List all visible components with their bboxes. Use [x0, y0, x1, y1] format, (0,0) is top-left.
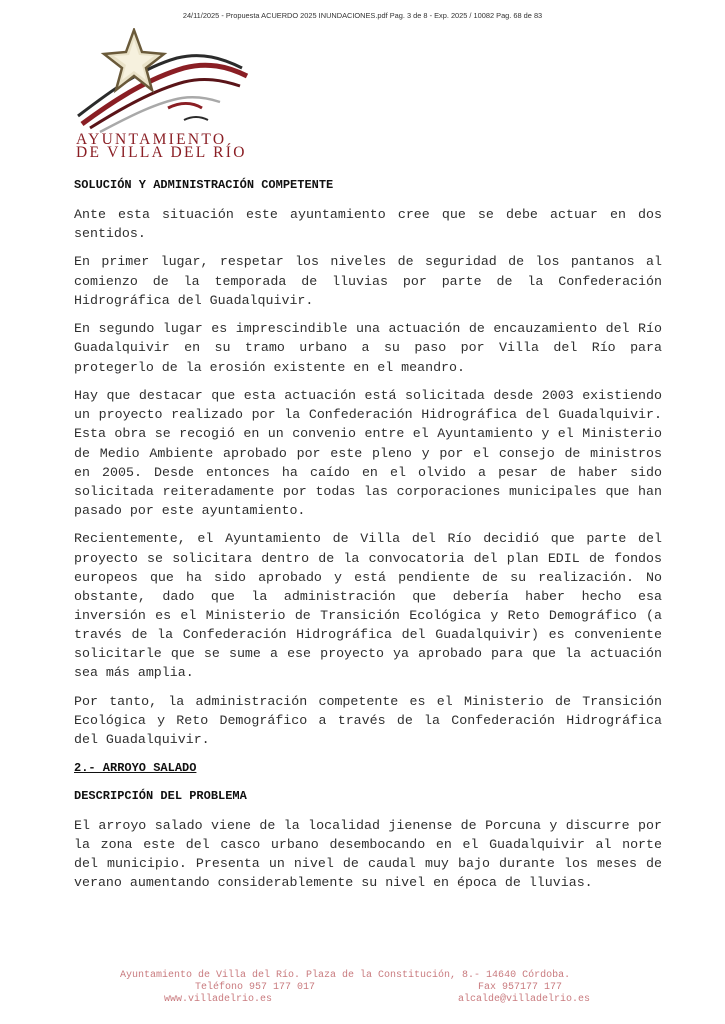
section-heading-problem: DESCRIPCIÓN DEL PROBLEMA — [74, 789, 247, 804]
section-title-arroyo-salado: 2.- ARROYO SALADO — [74, 760, 197, 775]
footer-address: Ayuntamiento de Villa del Río. Plaza de la Constitución, 8.- 14640 Córdoba. — [120, 970, 571, 981]
section-heading-solution: SOLUCIÓN Y ADMINISTRACIÓN COMPETENTE — [74, 178, 334, 192]
paragraph: En primer lugar, respetar los niveles de seguridad de los pantanos al comienzo de la temporada de lluvias por parte de la Confederación Hidrográfica del Guadalquivir. — [74, 254, 662, 308]
footer-email: alcalde@villadelrio.es — [458, 994, 591, 1005]
paragraph: Por tanto, la administración competente es el Ministerio de Transición Ecológica y Reto Demográfico a través de la Confederación Hidrográfica del Guadalquivir. — [74, 693, 662, 747]
logo-text-line1: AYUNTAMIENTO — [76, 131, 227, 148]
paragraph: Recientemente, el Ayuntamiento de Villa del Río decidió que parte del proyecto se solicitara dentro de la convocatoria del plan EDIL de fondos europeos que ha sido aprobado y está pendiente de su realización. No obstante, dado que la administración que debería haber hecho esa inversión es el Ministerio de Transición Ecológica y Reto Demográfico (a través de la Confederación Hidrográfica del Guadalquivir) es conveniente solicitarle que se sume a ese proyecto ya aprobado para que la actuación sea más amplia. — [74, 531, 662, 681]
paragraph: Hay que destacar que esta actuación está solicitada desde 2003 existiendo un proyecto realizado por la Confederación Hidrográfica del Guadalquivir. Esta obra se recogió en un convenio entre el Ayuntamiento y el Ministerio de Medio Ambiente aprobado por este pleno y por el consejo de ministros en 2005. Desde entonces ha caído en el olvido a pesar de haber sido solicitada reiteradamente por todas las corporaciones municipales que han pasado por este ayuntamiento. — [74, 388, 662, 518]
footer-website: www.villadelrio.es — [164, 994, 273, 1005]
paragraph: Ante esta situación este ayuntamiento cree que se debe actuar en dos sentidos. — [74, 206, 662, 241]
document-body — [74, 176, 662, 902]
footer-fax: Fax 957177 177 — [478, 982, 563, 993]
logo-text-line2: DE VILLA DEL RÍO — [76, 144, 247, 161]
paragraph: El arroyo salado viene de la localidad jienense de Porcuna y discurre por la zona este del casco urbano desembocando en el Guadalquivir al norte del municipio. Presenta un nivel de caudal muy bajo durante los meses de verano aumentando considerablemente su nivel en época de lluvias. — [74, 818, 662, 891]
footer-phone: Teléfono 957 177 017 — [195, 982, 316, 993]
paragraph: En segundo lugar es imprescindible una actuación de encauzamiento del Río Guadalquivir en su tramo urbano a su paso por Villa del Río para protegerlo de la erosión existente en el meandro. — [74, 321, 662, 375]
logo-emblem-icon — [72, 28, 262, 138]
town-logo — [72, 28, 262, 163]
document-header-meta: 24/11/2025 - Propuesta ACUERDO 2025 INUNDACIONES.pdf Pag. 3 de 8 - Exp. 2025 / 10082 Pag. 68 de 83 — [182, 11, 543, 20]
